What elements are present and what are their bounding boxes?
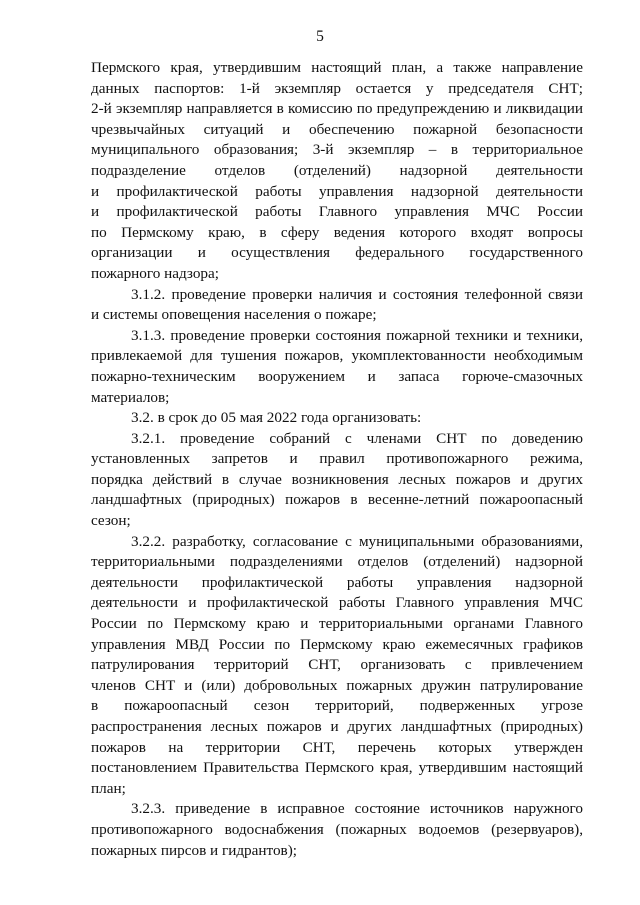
text-line: противопожарного водоснабжения (пожарных водоемов (резервуаров),: [91, 820, 583, 838]
text-line: подразделение отделов (отделений) надзорной деятельности: [91, 161, 583, 179]
text-line: 3.1.3. проведение проверки состояния пожарной техники и техники,: [131, 326, 583, 344]
text-line: постановлением Правительства Пермского края, утвердившим настоящий: [91, 759, 583, 777]
text-line: организации и осуществления федерального государственного: [91, 244, 583, 262]
text-line: пожарных пирсов и гидрантов);: [91, 841, 297, 859]
text-line: 3.1.2. проведение проверки наличия и состояния телефонной связи: [131, 285, 583, 303]
text-line: и профилактической работы Главного управления МЧС России: [91, 203, 583, 221]
text-line: ландшафтных (природных) пожаров в весенне-летний пожароопасный: [91, 491, 583, 509]
text-line: порядка действий в случае возникновения лесных пожаров и других: [91, 470, 583, 488]
document-body: [91, 58, 583, 861]
text-line: 3.2.2. разработку, согласование с муниципальными образованиями,: [131, 532, 583, 550]
text-line: пожарно-техническим вооружением и запаса горюче-смазочных: [91, 367, 583, 385]
text-line: данных паспортов: 1-й экземпляр остается у председателя СНТ;: [91, 79, 583, 97]
text-line: России по Пермскому краю и территориальными органами Главного: [91, 615, 583, 633]
text-line: 3.2.1. проведение собраний с членами СНТ по доведению: [131, 429, 583, 447]
text-line: патрулирования территорий СНТ, организовать с привлечением: [91, 656, 583, 674]
text-line: Пермского края, утвердившим настоящий план, а также направление: [91, 59, 583, 76]
text-line: материалов;: [91, 388, 170, 406]
text-line: сезон;: [91, 512, 131, 530]
page-number: 5: [316, 28, 324, 45]
text-line: план;: [91, 779, 126, 797]
text-line: в пожароопасный сезон территорий, подверженных угрозе: [91, 697, 583, 715]
text-line: 3.2. в срок до 05 мая 2022 года организовать:: [131, 409, 422, 427]
text-line: и профилактической работы управления надзорной деятельности: [91, 182, 583, 200]
text-line: 2-й экземпляр направляется в комиссию по предупреждению и ликвидации: [91, 100, 583, 118]
text-line: установленных запретов и правил противопожарного режима,: [91, 450, 583, 468]
text-line: чрезвычайных ситуаций и обеспечению пожарной безопасности: [91, 120, 583, 138]
text-line: пожаров на территории СНТ, перечень которых утвержден: [91, 738, 583, 756]
text-line: территориальными подразделениями отделов (отделений) надзорной: [91, 553, 583, 571]
text-line: 3.2.3. приведение в исправное состояние источников наружного: [131, 800, 583, 818]
text-line: распространения лесных пожаров и других ландшафтных (природных): [91, 718, 583, 735]
text-line: деятельности профилактической работы управления надзорной: [91, 573, 583, 591]
text-line: муниципального образования; 3-й экземпляр – в территориальное: [91, 141, 583, 159]
text-line: управления МВД России по Пермскому краю ежемесячных графиков: [91, 635, 583, 653]
text-line: и системы оповещения населения о пожаре;: [91, 306, 377, 324]
text-line: по Пермскому краю, в сферу ведения которого входят вопросы: [91, 223, 583, 241]
text-line: членов СНТ и (или) добровольных пожарных дружин патрулирование: [91, 676, 583, 694]
text-line: привлекаемой для тушения пожаров, укомплектованности необходимым: [91, 347, 583, 365]
text-line: пожарного надзора;: [91, 264, 219, 282]
text-line: деятельности и профилактической работы Главного управления МЧС: [91, 594, 583, 612]
